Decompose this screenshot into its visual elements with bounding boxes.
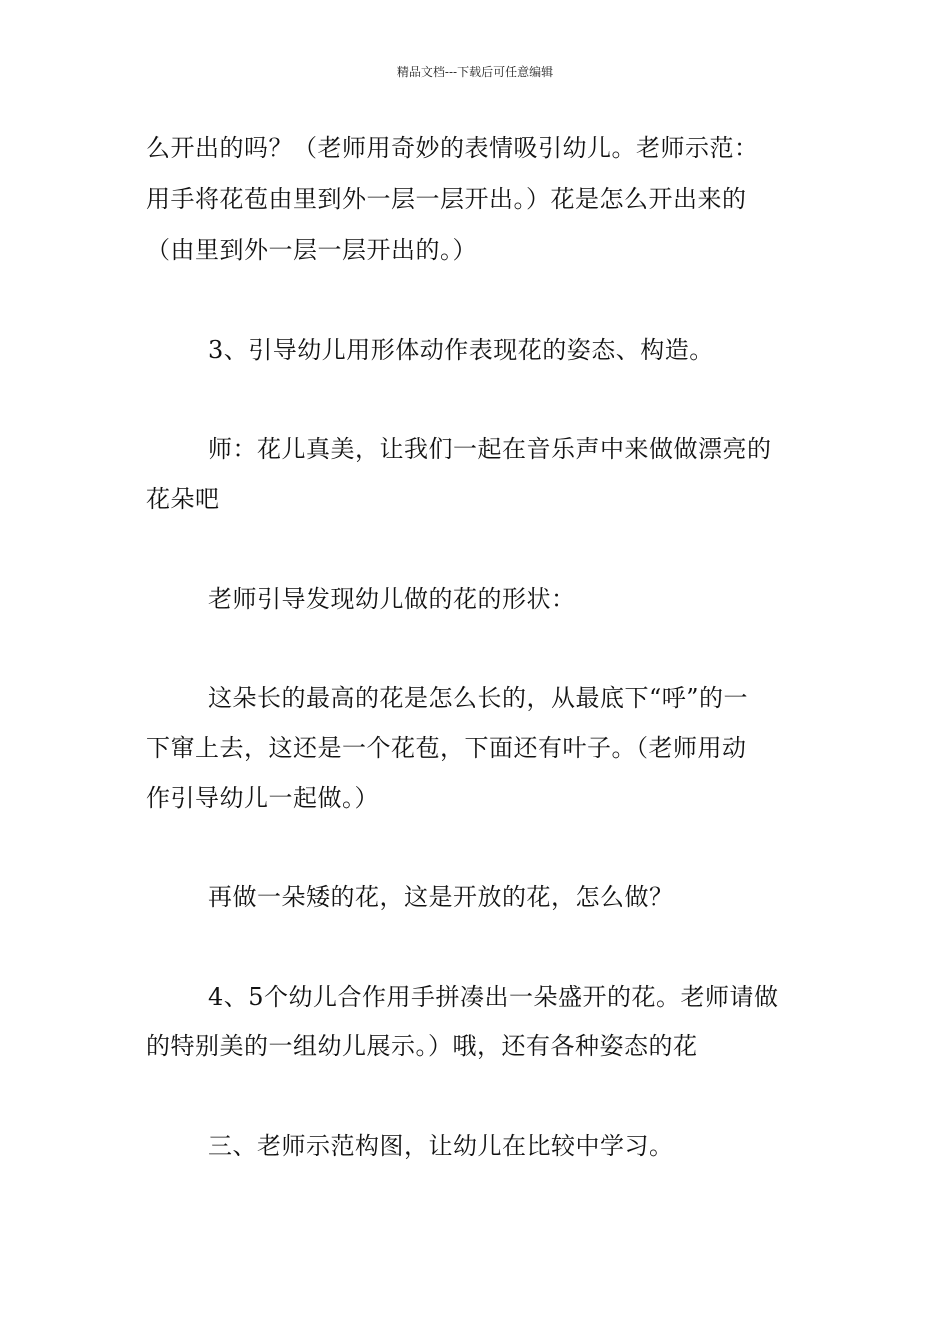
paragraph-5-line-2: 下窜上去，这还是一个花苞，下面还有叶子。（老师用动 [146,734,747,762]
page-header: 精品文档---下载后可任意编辑 [396,65,554,79]
paragraph-1-line-1: 么开出的吗？（老师用奇妙的表情吸引幼儿。老师示范： [146,134,759,162]
paragraph-1-line-2: 用手将花苞由里到外一层一层开出。）花是怎么开出来的 [146,185,747,213]
paragraph-5-line-3: 作引导幼儿一起做。） [146,784,379,812]
paragraph-5-line-1: 这朵长的最高的花是怎么长的，从最底下“呼”的一 [208,684,749,712]
paragraph-3-line-2: 花朵吧 [146,485,220,513]
paragraph-3-line-1: 师：花儿真美，让我们一起在音乐声中来做做漂亮的 [208,435,772,463]
paragraph-6-line-1: 再做一朵矮的花，这是开放的花，怎么做？ [208,883,674,911]
paragraph-1-line-3: （由里到外一层一层开出的。） [146,236,477,264]
paragraph-2-line-1: 3、引导幼儿用形体动作表现花的姿态、构造。 [208,336,714,364]
paragraph-7-line-1: 4、5个幼儿合作用手拼凑出一朵盛开的花。老师请做 [208,983,779,1011]
paragraph-4-line-1: 老师引导发现幼儿做的花的形状： [208,585,576,613]
paragraph-7-line-2: 的特别美的一组幼儿展示。）哦，还有各种姿态的花 [146,1032,698,1060]
paragraph-8-line-1: 三、老师示范构图，让幼儿在比较中学习。 [208,1132,674,1160]
